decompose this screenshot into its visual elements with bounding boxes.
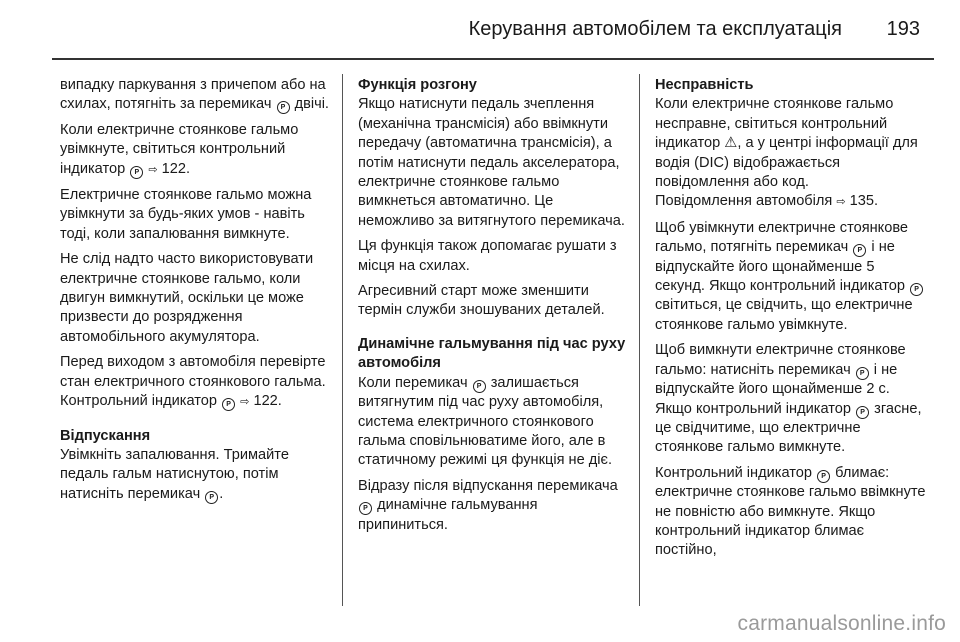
parking-brake-icon: P [856,406,869,419]
parking-brake-icon: P [817,470,830,483]
subheading-fault: Несправність [655,77,754,93]
paragraph [60,121,332,180]
paragraph-text: Коли перемикач [358,374,468,391]
paragraph: Агресивний старт може зменшити термін служби зношуваних деталей. [358,283,605,319]
text-column-3 [655,76,927,567]
parking-brake-icon: P [910,283,923,296]
paragraph-text: Коли електричне стоянкове гальмо несправне, світиться контрольний індикатор [655,96,894,152]
paragraph-text: Контрольний індикатор [655,464,813,481]
parking-brake-icon: P [222,398,235,411]
column-divider-2 [639,74,640,606]
section-title: Керування автомобілем та експлуатація [468,18,842,40]
paragraph [60,446,332,504]
brake-fault-icon: ⚠ [724,135,738,152]
page-reference-icon: ⇨ [240,396,250,409]
subheading-release: Відпускання [60,427,151,444]
paragraph-text: світиться, це свідчить, що електричне стоянкове гальмо увімкнуте. [655,297,913,333]
paragraph [358,374,626,471]
paragraph [358,477,626,535]
parking-brake-icon: P [130,166,143,179]
paragraph-text: Повідомлення автомобіля [655,193,833,210]
page-reference[interactable]: 122. [253,393,282,410]
paragraph-text: блимає: електричне стоянкове гальмо ввімкнуте не повністю або вимкнуте. Якщо контрольний індикатор блимає постійно, [655,464,926,559]
parking-brake-icon: P [359,502,372,515]
paragraph-text: двічі. [294,96,329,113]
subheading-start-function: Функція розгону [358,77,477,93]
parking-brake-icon: P [277,101,290,114]
paragraph: Електричне стоянкове гальмо можна увімкнути за будь-яких умов - навіть тоді, коли запалювання вимкнуте. [60,187,312,242]
page-reference[interactable]: 135. [849,193,879,210]
paragraph [655,219,927,335]
paragraph-text: випадку паркування з причепом або на схилах, потягніть за перемикач [60,77,326,113]
paragraph [655,341,927,457]
paragraph: Якщо натиснути педаль зчеплення (механічна трансмісія) або ввімкнути передачу (автоматична трансмісія), а потім натиснути педаль акселератора, електричне стоянкове гальмо вимкнеться автоматично. Це неможливо за витягнутого перемикача. [358,96,625,229]
text-column-1 [60,76,332,510]
paragraph: Не слід надто часто використовувати електричне стоянкове гальмо, коли двигун вимкнутий, оскільки це може призвести до розрядження автомобільного акумулятора. [60,251,314,345]
column-divider-1 [342,74,343,606]
paragraph [60,76,332,115]
watermark-text: carmanualsonline.info [737,612,946,635]
parking-brake-icon: P [853,244,866,257]
page-reference-icon: ⇨ [148,163,158,176]
paragraph-text: , а у центрі інформації для водія (DIC) відображається повідомлення або код. [655,135,918,191]
paragraph-text: . [219,485,224,502]
paragraph [60,353,332,412]
text-column-2 [358,76,626,541]
paragraph-text: Перед виходом з автомобіля перевірте стан електричного стоянкового гальма. Контрольний індикатор [60,354,326,410]
subheading-dynamic-braking: Динамічне гальмування під час руху автомобіля [358,335,626,372]
paragraph-text: згасне, це свідчитиме, що електричне стоянкове гальмо вимкнуте. [655,400,922,456]
paragraph: Ця функція також допомагає рушати з місця на схилах. [358,238,617,274]
parking-brake-icon: P [473,380,486,393]
parking-brake-icon: P [856,367,869,380]
paragraph [655,95,927,212]
header-divider [52,58,934,60]
paragraph-text: динамічне гальмування припиниться. [358,497,538,533]
paragraph [655,464,927,561]
paragraph-text: і не відпускайте його щонайменше 5 секунд. Якщо контрольний індикатор [655,239,905,295]
paragraph-text: Щоб вимкнути електричне стоянкове гальмо: натисніть перемикач [655,342,906,378]
parking-brake-icon: P [205,491,218,504]
paragraph-text: і не відпускайте його щонайменше 2 с. Якщо контрольний індикатор [655,361,898,417]
paragraph-text: Відразу після відпускання перемикача [358,477,618,494]
paragraph-text: Увімкніть запалювання. Тримайте педаль гальм натиснутою, потім натисніть перемикач [60,446,289,502]
page-number: 193 [886,18,920,40]
page-header [0,0,960,62]
paragraph-text: Коли електричне стоянкове гальмо увімкнуте, світиться контрольний індикатор [60,121,299,177]
page-reference-icon: ⇨ [836,196,846,209]
page-reference[interactable]: 122. [161,160,191,177]
paragraph-text: залишається витягнутим під час руху автомобіля, система електричного стоянкового гальма сповільнюватиме його, але в статичному режимі ця функція не діє. [358,374,613,469]
paragraph-text: Щоб увімкнути електричне стоянкове гальмо, потягніть перемикач [655,219,909,256]
